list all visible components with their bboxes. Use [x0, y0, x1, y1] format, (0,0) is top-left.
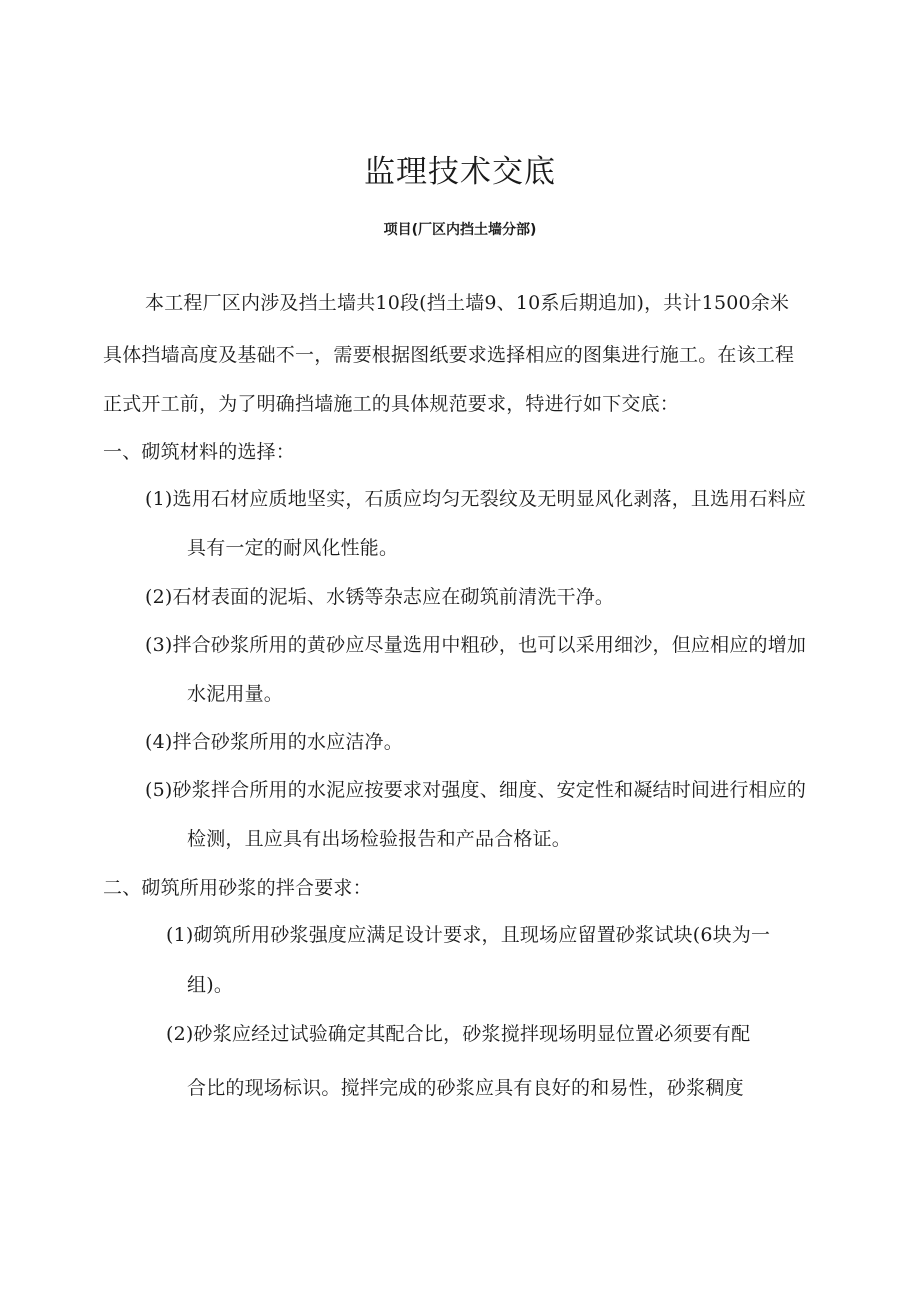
section-2-item-2-line-1: (2)砂浆应经过试验确定其配合比，砂浆搅拌现场明显位置必须要有配 — [166, 1023, 751, 1045]
intro-line-3: 正式开工前，为了明确挡墙施工的具体规范要求，特进行如下交底： — [103, 393, 680, 415]
section-2-heading: 二、砌筑所用砂浆的拌合要求： — [103, 877, 372, 899]
section-2-item-1-line-2: 组)。 — [187, 974, 234, 996]
page-subtitle: 项目(厂区内挡土墙分部) — [383, 222, 537, 238]
section-1-heading: 一、砌筑材料的选择： — [103, 441, 296, 463]
section-2-item-2-line-2: 合比的现场标识。搅拌完成的砂浆应具有良好的和易性，砂浆稠度 — [187, 1077, 744, 1099]
section-2-item-1-line-1: (1)砌筑所用砂浆强度应满足设计要求，且现场应留置砂浆试块(6块为一 — [166, 924, 771, 946]
section-1-item-3-line-1: (3)拌合砂浆所用的黄砂应尽量选用中粗砂，也可以采用细沙，但应相应的增加 — [145, 634, 807, 656]
section-1-item-3-line-2: 水泥用量。 — [187, 683, 284, 705]
intro-line-2: 具体挡墙高度及基础不一，需要根据图纸要求选择相应的图集进行施工。在该工程 — [103, 344, 795, 366]
section-1-item-1-line-1: (1)选用石材应质地坚实，石质应均匀无裂纹及无明显风化剥落，且选用石料应 — [145, 488, 807, 510]
section-1-item-5-line-2: 检测，且应具有出场检验报告和产品合格证。 — [187, 828, 572, 850]
section-1-item-2: (2)石材表面的泥垢、水锈等杂志应在砌筑前清洗干净。 — [145, 586, 615, 608]
section-1-item-1-line-2: 具有一定的耐风化性能。 — [187, 537, 399, 559]
page-title: 监理技术交底 — [364, 154, 556, 190]
intro-line-1: 本工程厂区内涉及挡土墙共10段(挡土墙9、10系后期追加)，共计1500余米 — [145, 292, 790, 314]
section-1-item-4: (4)拌合砂浆所用的水应洁净。 — [145, 731, 403, 753]
section-1-item-5-line-1: (5)砂浆拌合所用的水泥应按要求对强度、细度、安定性和凝结时间进行相应的 — [145, 779, 807, 801]
